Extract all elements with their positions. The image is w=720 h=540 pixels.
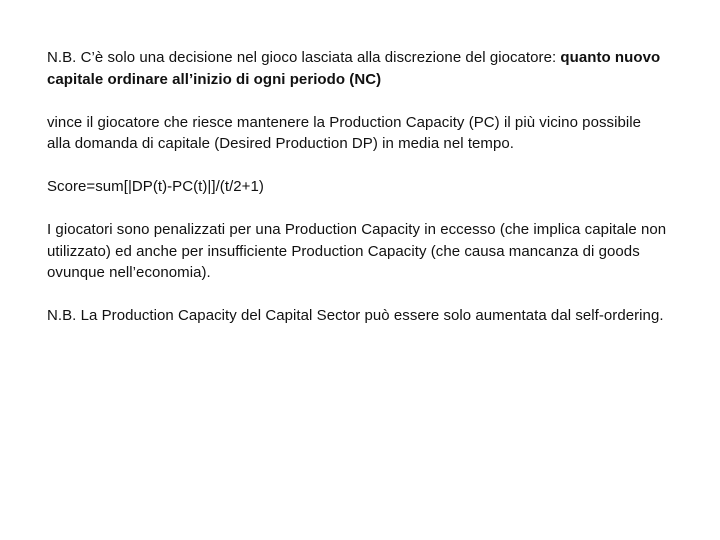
note-decision-highlight: quanto nuovo capitale ordinare all’inizio di ogni periodo (NC): [47, 49, 661, 88]
note-decision: [47, 47, 667, 90]
penalty-paragraph: I giocatori sono penalizzati per una Production Capacity in eccesso (che implica capitale non utilizzato) ed anche per insufficiente Production Capacity (che causa mancanza di goods ovunque nell’economia).: [47, 221, 667, 281]
score-formula: Score=sum[|DP(t)-PC(t)|]/(t/2+1): [47, 178, 264, 195]
note-decision-text: N.B. C’è solo una decisione nel gioco lasciata alla discrezione del giocatore:: [47, 49, 561, 66]
winner-paragraph: vince il giocatore che riesce mantenere la Production Capacity (PC) il più vicino possibile alla domanda di capitale (Desired Production DP) in media nel tempo.: [47, 113, 641, 152]
note-capital-sector: N.B. La Production Capacity del Capital Sector può essere solo aumentata dal self-ordering.: [47, 307, 664, 324]
slide-content: [47, 47, 667, 348]
